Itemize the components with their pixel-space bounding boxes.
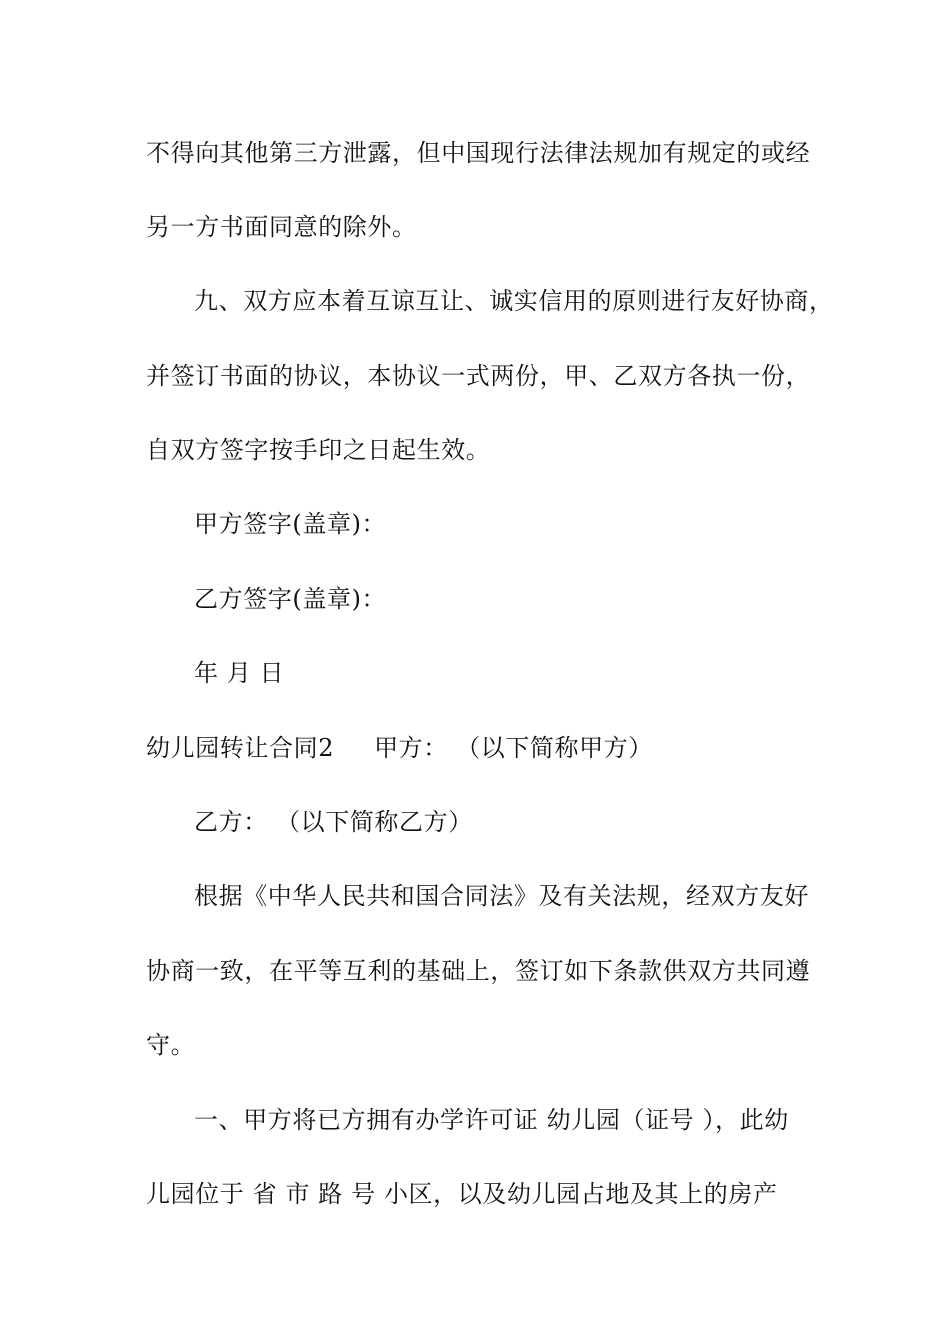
- party-a-signature-label: 甲方签字(盖章)：: [194, 510, 387, 538]
- date-label: 年 月 日: [194, 659, 285, 687]
- paragraph-line: 一、甲方将已方拥有办学许可证 幼儿园（证号 ），此幼: [194, 1106, 789, 1134]
- paragraph-line: 协商一致，在平等互利的基础上，签订如下条款供双方共同遵: [146, 957, 811, 985]
- paragraph-line: 根据《中华人民共和国合同法》及有关法规，经双方友好: [194, 882, 809, 910]
- paragraph-line: 九、双方应本着互谅互让、诚实信用的原则进行友好协商，: [194, 287, 834, 315]
- paragraph-line: 守。: [146, 1031, 196, 1059]
- paragraph-line: 不得向其他第三方泄露，但中国现行法律法规加有规定的或经: [146, 139, 811, 167]
- paragraph-line: 并签订书面的协议，本协议一式两份，甲、乙双方各执一份，: [146, 362, 811, 390]
- party-a-line: 甲方： （以下简称甲方）: [374, 734, 653, 762]
- contract-title: 幼儿园转让合同2: [146, 734, 335, 762]
- paragraph-line: 自双方签字按手印之日起生效。: [146, 436, 491, 464]
- party-b-signature-label: 乙方签字(盖章)：: [194, 585, 387, 613]
- contract-title-line: [146, 733, 653, 763]
- paragraph-line: 儿园位于 省 市 路 号 小区，以及幼儿园占地及其上的房产: [146, 1180, 778, 1208]
- party-b-line: 乙方： （以下简称乙方）: [194, 808, 473, 836]
- paragraph-line: 另一方书面同意的除外。: [146, 213, 417, 241]
